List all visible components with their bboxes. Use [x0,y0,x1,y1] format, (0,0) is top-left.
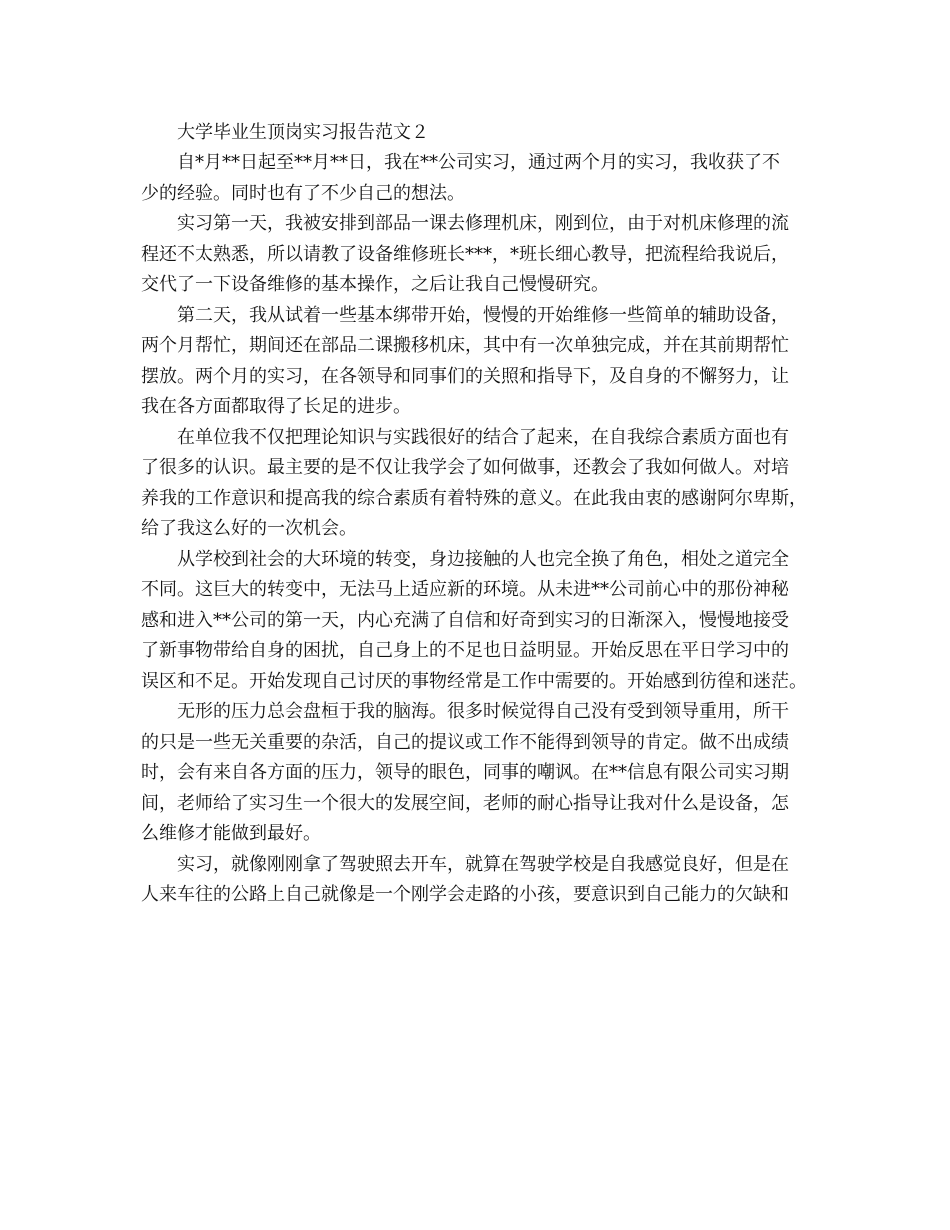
document-title: 大学毕业生顶岗实习报告范文２ [177,122,429,143]
paragraph-line: 人来车往的公路上自己就像是一个刚学会走路的小孩，要意识到自己能力的欠缺和 [141,884,789,905]
paragraph-4 [141,423,813,545]
paragraph-line: 无形的压力总会盘桓于我的脑海。很多时候觉得自己没有受到领导重用，所干 [177,701,789,722]
document-body [141,118,813,911]
paragraph-line: 实习，就像刚刚拿了驾驶照去开车，就算在驾驶学校是自我感觉良好，但是在 [177,853,789,875]
paragraph-line: 了很多的认识。最主要的是不仅让我学会了如何做事，还教会了我如何做人。对培 [141,457,789,478]
paragraph-line: 误区和不足。开始发现自己讨厌的事物经常是工作中需要的。开始感到彷徨和迷茫。 [141,670,807,692]
paragraph-line: 不同。这巨大的转变中，无法马上适应新的环境。从未进**公司前心中的那份神秘 [141,579,789,600]
paragraph-line: 少的经验。同时也有了不少自己的想法。 [141,182,465,204]
paragraph-5 [141,545,813,698]
paragraph-6 [141,697,813,850]
paragraph-line: 的只是一些无关重要的杂活，自己的提议或工作不能得到领导的肯定。做不出成绩 [141,731,789,753]
paragraph-line: 实习第一天，我被安排到部品一课去修理机床，刚到位，由于对机床修理的流 [177,213,789,234]
paragraph-line: 两个月帮忙，期间还在部品二课搬移机床，其中有一次单独完成，并在其前期帮忙 [141,335,789,356]
paragraph-line: 间，老师给了实习生一个很大的发展空间，老师的耐心指导让我对什么是设备，怎 [141,792,789,814]
paragraph-line: 时，会有来自各方面的压力，领导的眼色，同事的嘲讽。在**信息有限公司实习期 [141,762,789,783]
paragraph-line: 给了我这么好的一次机会。 [141,518,357,539]
paragraph-line: 我在各方面都取得了长足的进步。 [141,396,411,417]
paragraph-line: 在单位我不仅把理论知识与实践很好的结合了起来，在自我综合素质方面也有 [177,426,789,448]
paragraph-line: 么维修才能做到最好。 [141,823,321,844]
paragraph-7 [141,850,813,911]
paragraph-1 [141,148,813,209]
paragraph-line: 感和进入**公司的第一天，内心充满了自信和好奇到实习的日渐深入，慢慢地接受 [141,609,789,631]
paragraph-line: 交代了一下设备维修的基本操作，之后让我自己慢慢研究。 [141,274,609,295]
paragraph-3 [141,301,813,423]
paragraph-line: 第二天，我从试着一些基本绑带开始，慢慢的开始维修一些简单的辅助设备， [177,304,789,326]
paragraph-line: 自*月**日起至**月**日，我在**公司实习，通过两个月的实习，我收获了不 [177,152,780,173]
paragraph-2 [141,209,813,301]
paragraph-line: 摆放。两个月的实习，在各领导和同事们的关照和指导下，及自身的不懈努力，让 [141,365,789,387]
paragraph-line: 从学校到社会的大环境的转变，身边接触的人也完全换了角色，相处之道完全 [177,548,789,570]
paragraph-line: 养我的工作意识和提高我的综合素质有着特殊的意义。在此我由衷的感谢阿尔卑斯， [141,487,807,509]
paragraph-line: 了新事物带给自身的困扰，自己身上的不足也日益明显。开始反思在平日学习中的 [141,640,789,661]
paragraph-line: 程还不太熟悉，所以请教了设备维修班长***，*班长细心教导，把流程给我说后， [141,243,789,265]
